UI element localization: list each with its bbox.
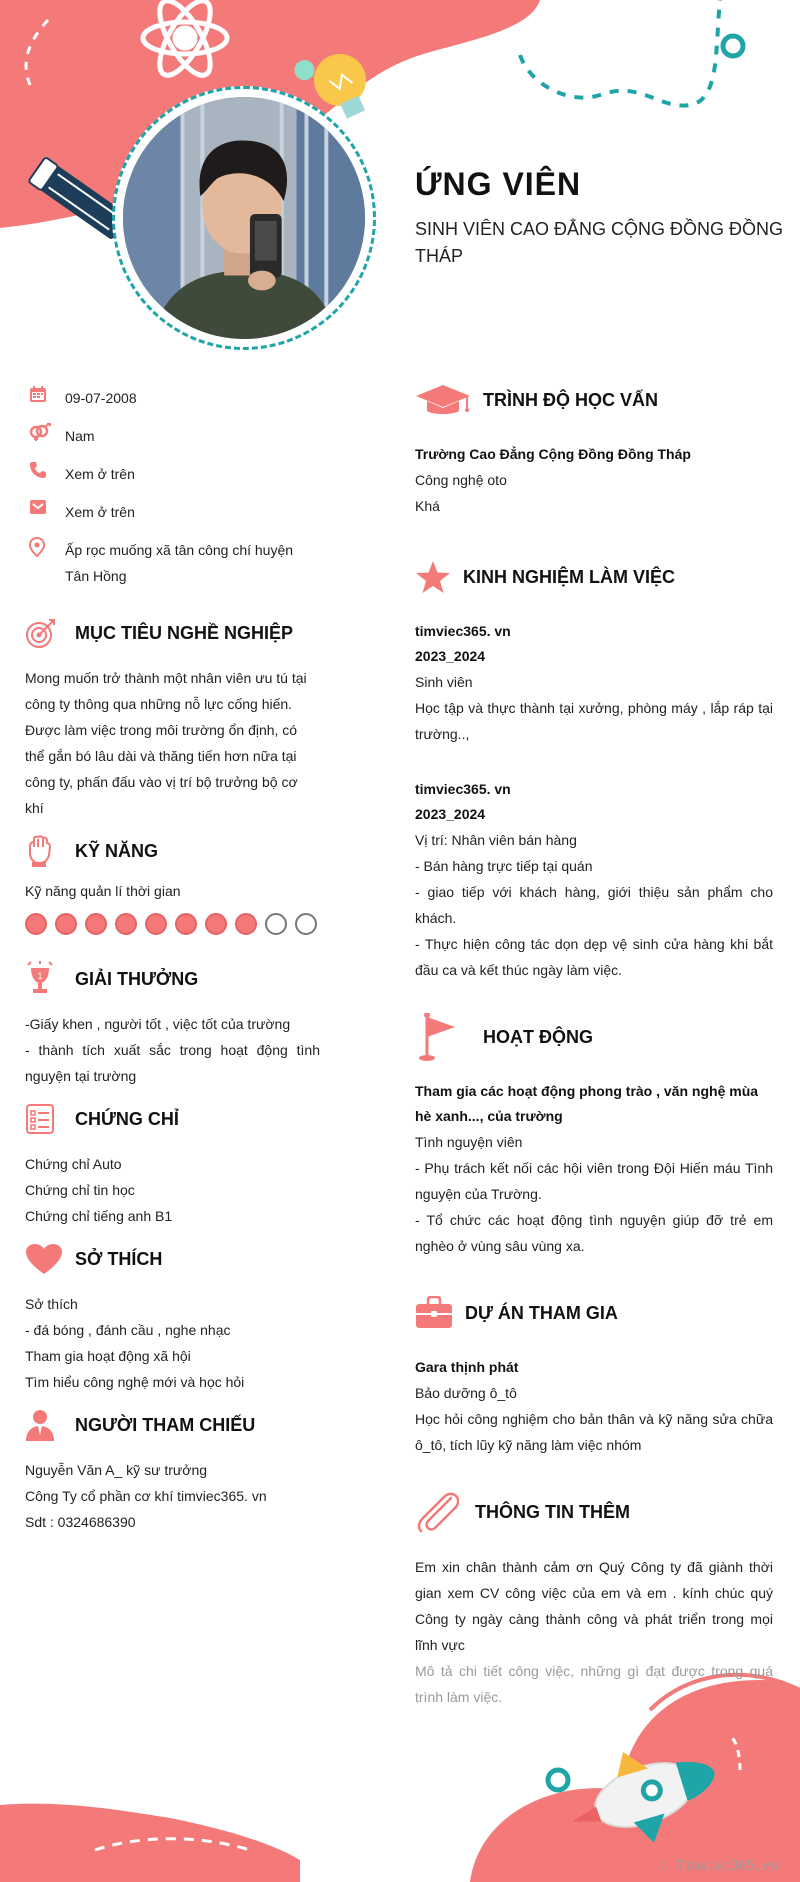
skill-dot-filled (235, 913, 257, 935)
section-additional-info (415, 1484, 773, 1710)
gender-icon (25, 423, 65, 441)
career-goal-text: Mong muốn trở thành một nhân viên ưu tú tại công ty thông qua những nỗ lực cống hiến. Được làm việc trong môi trường ổn định, có thể gắn bó lâu dài và thăng tiến hơn nữa tại công ty, phấn đấu vào vị trí bộ trưởng bộ cơ khí (25, 670, 307, 816)
phone-icon (25, 461, 65, 479)
project-name: Gara thịnh phát (415, 1359, 519, 1375)
career-goal-heading: MỤC TIÊU NGHỀ NGHIỆP (75, 622, 294, 643)
references-text: Nguyễn Văn A_ kỹ sư trưởng Công Ty cổ phần cơ khí timviec365. vn Sdt : 0324686390 (25, 1462, 267, 1530)
hobbies-text: Sở thích - đá bóng , đánh cầu , nghe nhạc Tham gia hoạt động xã hội Tìm hiểu công nghệ mới và học hỏi (25, 1296, 245, 1390)
job-title: SINH VIÊN CAO ĐẲNG CỘNG ĐỒNG ĐỒNG THÁP (415, 219, 784, 266)
experience-item (415, 777, 773, 983)
references-heading: NGƯỜI THAM CHIẾU (75, 1414, 256, 1435)
flag-icon (415, 1013, 483, 1061)
contact-address (25, 537, 320, 589)
experience-company: timviec365. vn (415, 781, 511, 797)
skill-dot-filled (85, 913, 107, 935)
certificates-text: Chứng chỉ Auto Chứng chỉ tin học Chứng chỉ tiếng anh B1 (25, 1156, 173, 1224)
graduation-cap-icon (415, 383, 483, 417)
contact-gender (25, 423, 320, 449)
calendar-icon (25, 385, 65, 403)
section-awards-title (25, 955, 320, 1003)
projects-heading: DỰ ÁN THAM GIA (465, 1302, 618, 1323)
skills-heading: KỸ NĂNG (75, 840, 159, 861)
person-icon (25, 1409, 75, 1441)
skill-dot-filled (55, 913, 77, 935)
left-column (25, 385, 320, 1535)
avatar-frame (112, 86, 376, 350)
section-experience-title (415, 549, 773, 605)
trophy-icon (25, 961, 75, 997)
birthday-text: 09-07-2008 (65, 390, 137, 406)
activities-subheading: Tham gia các hoạt động phong trào , văn nghệ mùa hè xanh..., của trường (415, 1083, 759, 1124)
additional-info-text: Em xin chân thành cảm ơn Quý Công ty đã giành thời gian xem CV công việc của em và em . kính chúc quý Công ty ngày càng thành công và phát triển trong mọi lĩnh vực (415, 1559, 773, 1653)
watermark-text: Timviec365.vn (676, 1859, 778, 1874)
additional-info-heading: THÔNG TIN THÊM (475, 1501, 630, 1522)
section-projects-title (415, 1285, 773, 1341)
experience-period: 2023_2024 (415, 648, 486, 664)
contact-birthday (25, 385, 320, 411)
avatar[interactable] (123, 97, 365, 339)
right-column (415, 372, 773, 1736)
section-additional-info-title (415, 1484, 773, 1540)
experience-description: Vị trí: Nhân viên bán hàng - Bán hàng trực tiếp tại quán - giao tiếp với khách hàng, giới thiệu sản phẩm cho khách. - Thực hiện công tác dọn dẹp vệ sinh cửa hàng khi bắt đầu ca và kết thúc ngày làm việc. (415, 832, 773, 978)
section-hobbies-title (25, 1235, 320, 1283)
school-name: Trường Cao Đẳng Cộng Đồng Đồng Tháp (415, 446, 691, 462)
section-certificates-title (25, 1095, 320, 1143)
awards-heading: GIẢI THƯỞNG (75, 968, 199, 989)
heart-icon (25, 1243, 75, 1275)
section-activities-title (415, 1009, 773, 1065)
section-activities (415, 1009, 773, 1259)
star-icon (415, 560, 463, 594)
experience-item (415, 619, 773, 747)
experience-period: 2023_2024 (415, 806, 486, 822)
skill-dot-empty (265, 913, 287, 935)
briefcase-icon (415, 1296, 465, 1330)
skill-name: Kỹ năng quản lí thời gian (25, 883, 181, 899)
skill-dot-filled (115, 913, 137, 935)
email-text: Xem ở trên (65, 504, 135, 520)
gender-text: Nam (65, 428, 95, 444)
education-heading: TRÌNH ĐỘ HỌC VẤN (483, 389, 658, 410)
fist-icon (25, 835, 75, 867)
section-education (415, 372, 773, 519)
skill-dot-filled (25, 913, 47, 935)
target-icon (25, 617, 75, 649)
major-text: Công nghệ oto (415, 472, 507, 488)
grade-text: Khá (415, 498, 440, 514)
phone-text: Xem ở trên (65, 466, 135, 482)
contact-email (25, 499, 320, 525)
experience-description: Sinh viên Học tập và thực thành tại xưởng, phòng máy , lắp ráp tại trường.., (415, 674, 773, 742)
paperclip-icon (415, 1490, 475, 1534)
hobbies-heading: SỞ THÍCH (75, 1248, 163, 1269)
section-references-title (25, 1401, 320, 1449)
skill-level-rating (25, 913, 320, 935)
certificate-icon (25, 1103, 75, 1135)
section-experience (415, 549, 773, 983)
activities-heading: HOẠT ĐỘNG (483, 1026, 593, 1047)
section-skills-title (25, 827, 320, 875)
skill-dot-filled (175, 913, 197, 935)
section-projects (415, 1285, 773, 1458)
project-text: Bảo dưỡng ô_tô Học hỏi công nghiệm cho bản thân và kỹ năng sửa chữa ô_tô, tích lũy kỹ năng làm việc nhóm (415, 1385, 773, 1453)
additional-info-placeholder: Mô tả chi tiết công việc, những gì đạt được trong quá trình làm việc. (415, 1663, 773, 1705)
contact-phone (25, 461, 320, 487)
svg-text:1: 1 (37, 971, 43, 981)
awards-text: -Giấy khen , người tốt , việc tốt của trường - thành tích xuất sắc trong hoạt động tình nguyện tại trường (25, 1016, 320, 1084)
email-icon (25, 499, 65, 515)
skill-dot-filled (205, 913, 227, 935)
experience-company: timviec365. vn (415, 623, 511, 639)
activities-text: Tình nguyện viên - Phụ trách kết nối các hội viên trong Đội Hiến máu Tình nguyện của Trường. - Tổ chức các hoạt động tình nguyện giúp đỡ trẻ em nghèo ở vùng sâu vùng xa. (415, 1134, 773, 1254)
address-text: Ấp rọc muống xã tân công chí huyện Tân Hồng (65, 542, 294, 584)
skill-dot-empty (295, 913, 317, 935)
section-career-goal-title (25, 609, 320, 657)
section-education-title (415, 372, 773, 428)
experience-heading: KINH NGHIỆM LÀM VIỆC (463, 566, 676, 587)
skill-dot-filled (145, 913, 167, 935)
watermark: ∴ Timviec365.vn (660, 1859, 778, 1874)
candidate-name: ỨNG VIÊN (415, 166, 582, 202)
location-pin-icon (25, 537, 65, 557)
certificates-heading: CHỨNG CHỈ (75, 1108, 179, 1129)
